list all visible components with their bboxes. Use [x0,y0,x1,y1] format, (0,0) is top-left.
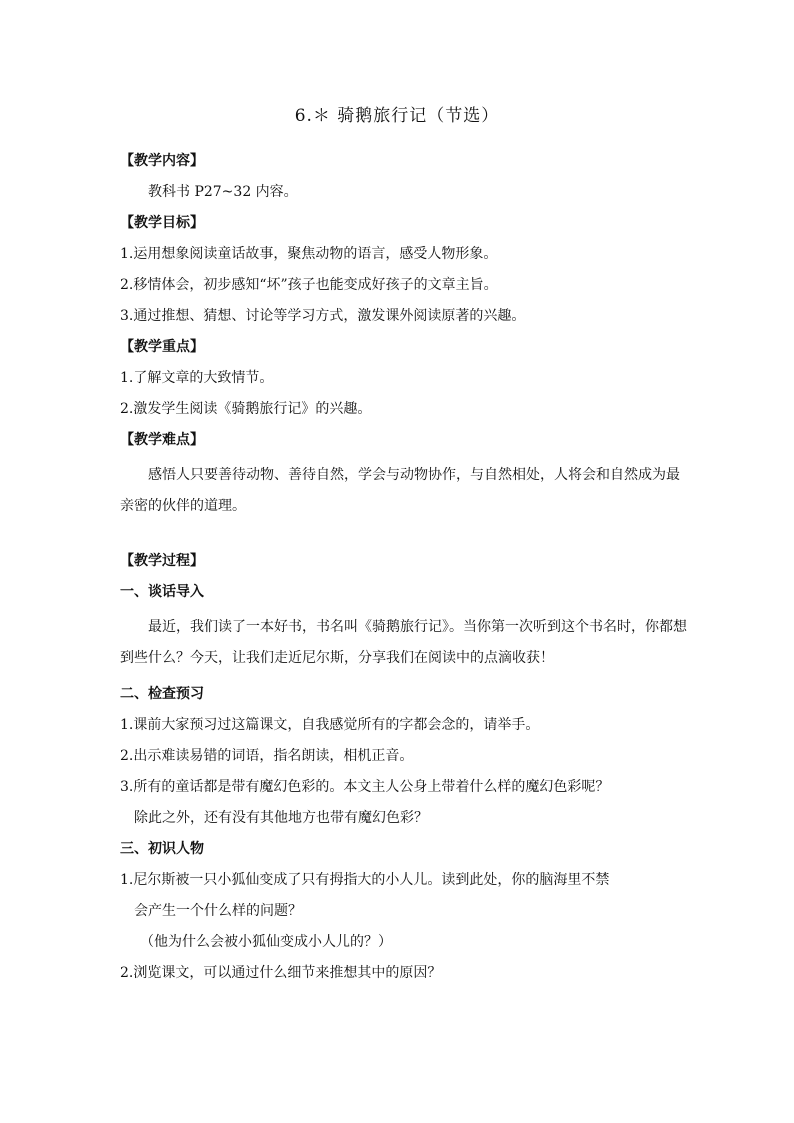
heading-key-points: 【教学重点】 [120,339,204,355]
goal-item-3: 3.通过推想、猜想、讨论等学习方式，激发课外阅读原著的兴趣。 [120,308,526,324]
part-3-item-1-note: （他为什么会被小狐仙变成小人儿的？） [140,934,392,950]
part-2-item-3-line-1: 3.所有的童话都是带有魔幻色彩的。本文主人公身上带着什么样的魔幻色彩呢？ [120,779,610,795]
heading-difficulty: 【教学难点】 [120,432,204,448]
heading-part-2: 二、检查预习 [120,686,204,702]
goal-item-2: 2.移情体会，初步感知“坏”孩子也能变成好孩子的文章主旨。 [120,277,498,293]
part-2-item-1: 1.课前大家预习过这篇课文，自我感觉所有的字都会念的，请举手。 [120,717,540,733]
part-3-item-1-line-1: 1.尼尔斯被一只小狐仙变成了只有拇指大的小人儿。读到此处，你的脑海里不禁 [120,872,610,888]
document-title: 6.＊ 骑鹅旅行记（节选） [294,106,500,126]
difficulty-text: 感悟人只要善待动物、善待自然，学会与动物协作，与自然相处，人将会和自然成为最亲密的伙伴的道理。 [120,467,680,514]
heading-teaching-content: 【教学内容】 [120,153,204,169]
heading-part-3: 三、初识人物 [120,841,204,857]
heading-teaching-process: 【教学过程】 [120,553,204,569]
key-item-2: 2.激发学生阅读《骑鹅旅行记》的兴趣。 [120,401,372,417]
part-1-text: 最近，我们读了一本好书，书名叫《骑鹅旅行记》。当你第一次听到这个书名时，你都想到些什么？今天，让我们走近尼尔斯，分享我们在阅读中的点滴收获！ [120,619,687,666]
goal-item-1: 1.运用想象阅读童话故事，聚焦动物的语言，感受人物形象。 [120,246,498,262]
part-3-item-2: 2.浏览课文，可以通过什么细节来推想其中的原因？ [120,965,442,981]
part-2-item-2: 2.出示难读易错的词语，指名朗读，相机正音。 [120,748,414,764]
heading-teaching-goals: 【教学目标】 [120,215,204,231]
key-item-1: 1.了解文章的大致情节。 [120,370,274,386]
part-2-item-3-line-2: 除此之外，还有没有其他地方也带有魔幻色彩？ [134,810,428,826]
document-body [120,150,688,993]
part-3-item-1-line-2: 会产生一个什么样的问题？ [134,903,302,919]
teaching-content-text: 教科书 P27~32 内容。 [148,184,298,200]
heading-part-1: 一、谈话导入 [120,584,204,600]
